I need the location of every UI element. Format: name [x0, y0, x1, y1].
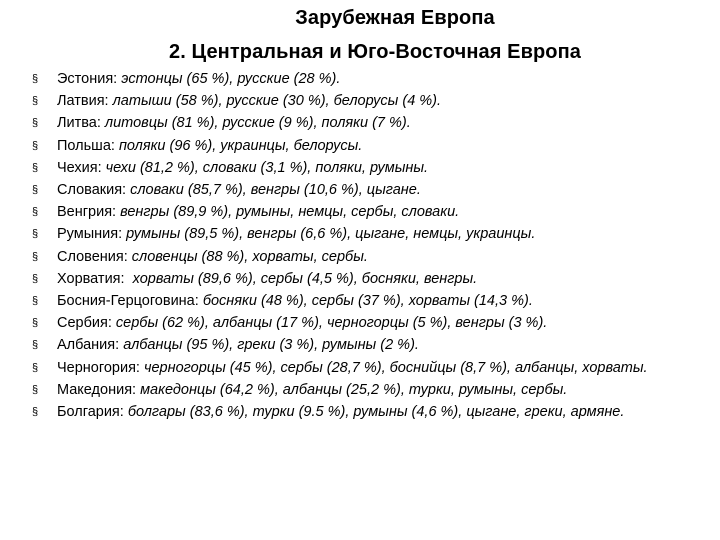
list-item-albania: [32, 334, 708, 356]
list-item-lithuania: [32, 112, 708, 134]
ethnic-composition: эстонцы (65 %), русские (28 %).: [121, 71, 341, 87]
country-name: Босния-Герцоговина:: [57, 293, 203, 310]
ethnic-composition: латыши (58 %), русские (30 %), белорусы (4 %).: [112, 93, 442, 110]
list-item-hungary: [32, 201, 708, 223]
list-item-bosnia-herzegovina: [32, 290, 708, 312]
slide-header: [0, 2, 720, 68]
ethnic-composition: чехи (81,2 %), словаки (3,1 %), поляки, румыны.: [105, 159, 429, 176]
country-name: Хорватия:: [57, 270, 133, 287]
country-name: Литва:: [57, 115, 105, 132]
country-name: Словения:: [57, 248, 132, 265]
bullet-icon: §: [32, 73, 39, 85]
country-name: Чехия:: [57, 159, 106, 176]
bullet-icon: §: [32, 250, 39, 263]
list-item-slovakia: [32, 179, 708, 201]
slide-title: Зарубежная Европа: [295, 7, 495, 29]
ethnic-composition: венгры (89,9 %), румыны, немцы, сербы, словаки.: [120, 204, 460, 221]
bullet-icon: §: [32, 361, 39, 374]
ethnic-composition: словенцы (88 %), хорваты, сербы.: [131, 248, 368, 265]
ethnic-composition: македонцы (64,2 %), албанцы (25,2 %), турки, румыны, сербы.: [140, 381, 568, 398]
bullet-icon: §: [32, 272, 39, 285]
list-item-latvia: [32, 90, 708, 112]
list-item-croatia: [32, 268, 708, 290]
ethnic-composition: хорваты (89,6 %), сербы (4,5 %), босняки, венгры.: [132, 270, 478, 287]
list-item-bulgaria: [32, 401, 708, 423]
ethnic-composition: словаки (85,7 %), венгры (10,6 %), цыгане.: [130, 182, 421, 199]
country-name: Албания:: [57, 337, 124, 354]
ethnic-composition: румыны (89,5 %), венгры (6,6 %), цыгане, немцы, украинцы.: [126, 226, 536, 243]
list-item-slovenia: [32, 246, 708, 268]
bullet-icon: §: [32, 139, 39, 152]
ethnic-composition: болгары (83,6 %), турки (9.5 %), румыны (4,6 %), цыгане, греки, армяне.: [127, 404, 625, 421]
country-name: Румыния:: [57, 226, 127, 243]
list-item-czechia: [32, 157, 708, 179]
ethnic-composition: черногорцы (45 %), сербы (28,7 %), боснийцы (8,7 %), албанцы, хорваты.: [143, 359, 648, 376]
country-name: Сербия:: [57, 315, 116, 332]
bullet-icon: §: [32, 406, 39, 419]
bullet-icon: §: [32, 295, 39, 308]
list-item-romania: [32, 223, 708, 245]
list-item-serbia: [32, 312, 708, 334]
ethnic-composition: литовцы (81 %), русские (9 %), поляки (7 %).: [104, 115, 411, 132]
country-name: Венгрия:: [57, 204, 121, 221]
country-list: [32, 68, 708, 423]
bullet-icon: §: [32, 383, 39, 396]
country-name: Словакия:: [57, 182, 131, 199]
list-item-poland: [32, 135, 708, 157]
ethnic-composition: сербы (62 %), албанцы (17 %), черногорцы (5 %), венгры (3 %).: [115, 315, 548, 332]
country-name: Болгария:: [57, 404, 128, 421]
slide-subtitle: 2. Центральная и Юго-Восточная Европа: [168, 41, 582, 63]
bullet-icon: §: [32, 206, 39, 219]
bullet-icon: §: [32, 339, 39, 352]
country-name: Черногория:: [57, 359, 144, 376]
ethnic-composition: поляки (96 %), украинцы, белорусы.: [118, 137, 363, 154]
bullet-icon: §: [32, 228, 39, 241]
bullet-icon: §: [32, 117, 39, 130]
country-name: Эстония:: [57, 71, 122, 87]
bullet-icon: §: [32, 317, 39, 330]
country-name: Латвия:: [57, 93, 113, 110]
ethnic-composition: босняки (48 %), сербы (37 %), хорваты (14,3 %).: [202, 293, 533, 310]
bullet-icon: §: [32, 95, 39, 108]
list-item-macedonia: [32, 379, 708, 401]
country-name: Македония:: [57, 381, 141, 398]
list-item-estonia: [32, 68, 708, 90]
bullet-icon: §: [32, 184, 39, 197]
list-item-montenegro: [32, 357, 708, 379]
ethnic-composition: албанцы (95 %), греки (3 %), румыны (2 %).: [123, 337, 419, 354]
country-name: Польша:: [57, 137, 119, 154]
bullet-icon: §: [32, 161, 39, 174]
